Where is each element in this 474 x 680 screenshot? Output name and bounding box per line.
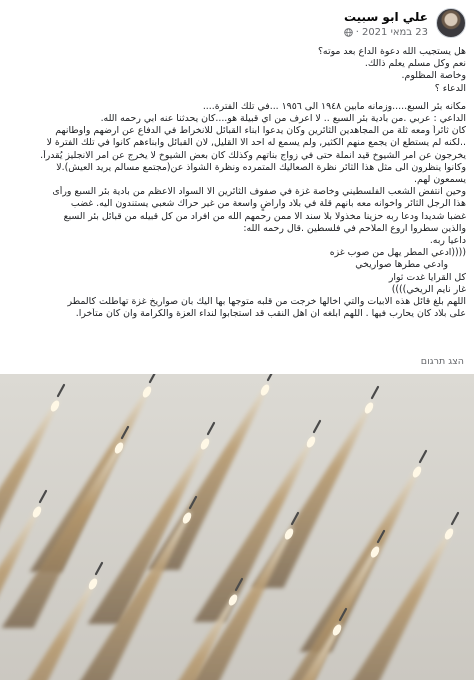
- post-line: نعم وكل مسلم يعلم ذالك.: [364, 58, 466, 70]
- post-line: كان ثائراً ومعه ثلة من المجاهدين الثائرين وكان يدعوا ابناء القبائل للانخراط في الدفاع عن ارضهم واوطانهم: [55, 125, 466, 137]
- poem-line: غار نايم الريخي)))): [391, 283, 466, 295]
- post-line: وخاصة المظلوم.: [401, 70, 466, 82]
- author-name[interactable]: علي ابو سبيت: [343, 10, 428, 24]
- post-line: وكانوا ينظرون الى مثل هذا الثائر نظرة الصعاليك المتمرده ونظرة الشواذ عن(مجتمع مسالم يريد العيش).لا: [56, 161, 466, 173]
- globe-icon: [344, 28, 353, 37]
- post-line: هل يستجيب الله دعوة الداع بعد موته؟: [317, 46, 466, 57]
- post-line: اللهم بلغ قائل هذه الابيات والتي اخالها خرجت من قلبه متوجها بها اليك بان صواريخ غزة تهاطلت كالمطر: [67, 296, 466, 308]
- post-line: يسمعون لهم.: [413, 174, 466, 186]
- rocket-salvo-image: [0, 374, 474, 680]
- post-line: على بلاد كان يحارب فيها . اللهم ابلغه ان اهل النقب قد استجابوا لنداء العزة والكرامة وان كان متأخرا.: [75, 308, 466, 320]
- post-line: وحين انتفض الشعب الفلسطيني وخاصة غزة في صفوف الثائرين الا السواد الاعظم من بادية بئر السبع ورأى: [52, 186, 466, 198]
- poem-line: وادعي مطرها صواريخي: [355, 259, 448, 271]
- post-meta: [344, 27, 428, 38]
- post-line: يخرجون عن امر الشيوخ قيد انملة حتى في زواج بناتهم وكذلك كان بعض الشيوخ لا يخرج عن امر الانجليز يُقدرأ.: [40, 149, 466, 161]
- post-body: [8, 46, 466, 320]
- author-avatar[interactable]: [436, 8, 466, 38]
- post-photo[interactable]: [0, 374, 474, 680]
- post-line: والذين سطروا اروع الملاحم في فلسطين .قال رحمه الله:: [243, 222, 466, 234]
- post-line: مكانه بئر السبع.....وزمانه مابين ١٩٤٨ الى ١٩٥٦ ...في تلك الفترة....: [202, 100, 466, 112]
- post-line: داعيا ربه.: [429, 235, 466, 247]
- poem-line: ((((ادعي المطر يهل من صوب غزه: [329, 247, 466, 259]
- meta-separator: ·: [355, 27, 359, 38]
- see-translation-link[interactable]: הצג תרגום: [420, 356, 464, 367]
- post-date[interactable]: 23 במאי 2021: [361, 27, 428, 38]
- post-line: هذا الرجل الثائر واخوانه معه بانهم قلة في بلاد واراضٍ واسعة من غير حراك شعبي يستندون اليه. غضب: [70, 198, 466, 210]
- post-line: ..لكنه لم يستطع ان يجمع منهم الكثير, ولم يسمع له احد الا القليل, لان القبائل وابناءهم كانوا في تلك الفترة لا: [46, 137, 466, 149]
- poem-line: كل القرايا غدت ثوار: [388, 271, 466, 283]
- post-line: غضبا شديدا ودعا ربه حزينا مخذولا بلا سند الا ممن رحمهم الله من افراد من كل قبيله من قبائل بئر السبع: [63, 210, 466, 222]
- post-line: الداعي : عربي .من بادية بئر السبع .. لا اعرف من اي قبيلة هو....كان يحدثنا عنه ابي رحمه الله.: [100, 113, 466, 125]
- post-line: الدعاء ؟: [434, 82, 466, 94]
- post-header: [166, 6, 466, 42]
